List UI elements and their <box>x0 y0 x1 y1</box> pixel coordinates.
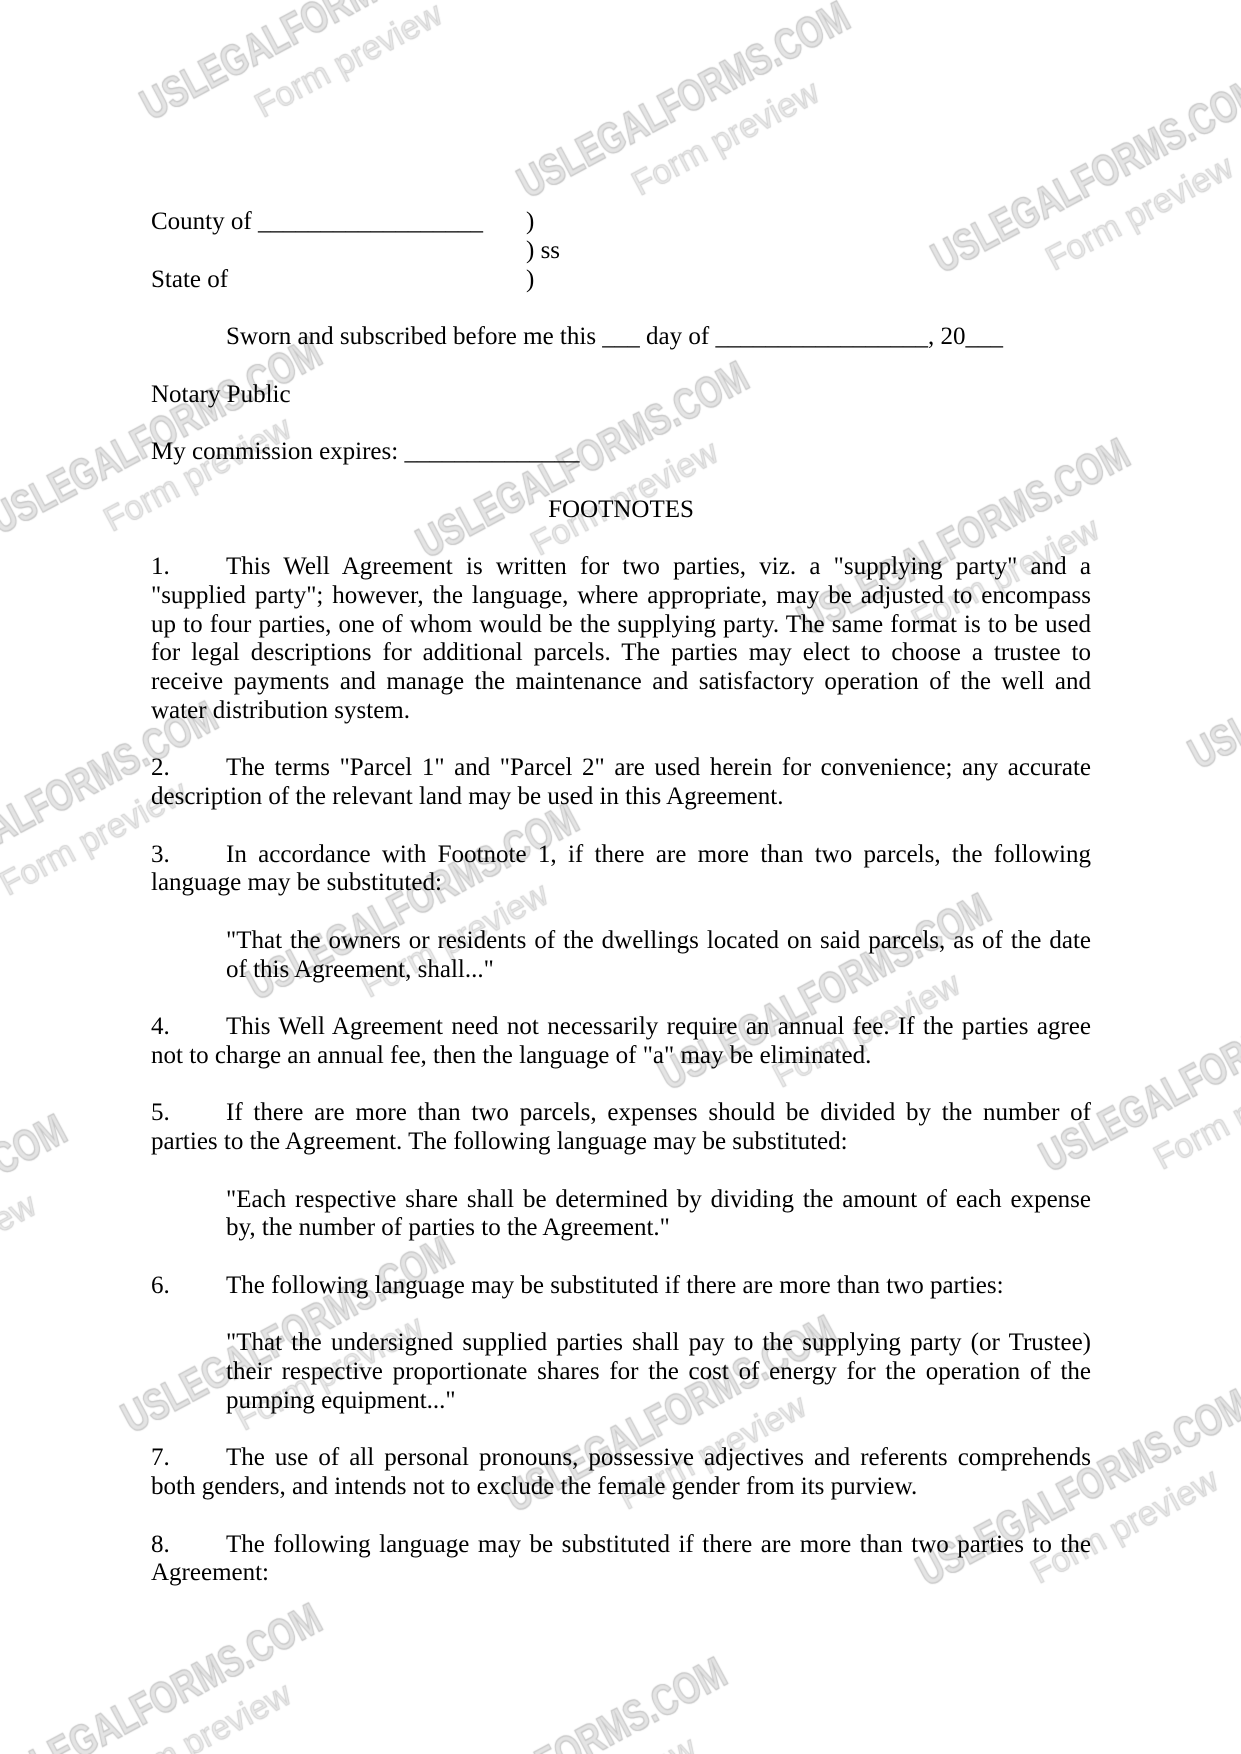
footnote-number: 3. <box>151 840 170 868</box>
footnote-text: The use of all personal pronouns, possessive adjectives and referents comprehends both genders, and intends not to exclude the female gender from its purview. <box>151 1444 1091 1500</box>
footnote-7 <box>151 1444 1091 1502</box>
state-line <box>151 266 1091 295</box>
ss-label: ) ss <box>526 236 561 264</box>
footnote-text: If there are more than two parcels, expenses should be divided by the number of parties to the Agreement. The following language may be substituted: <box>151 1099 1091 1155</box>
county-label: County of <box>151 208 252 235</box>
footnote-number: 6. <box>151 1271 170 1299</box>
footnote-4 <box>151 1013 1091 1071</box>
footnote-number: 8. <box>151 1530 170 1558</box>
footnote-text: The terms "Parcel 1" and "Parcel 2" are used herein for convenience; any accurate description of the relevant land may be used in this Agreement. <box>151 754 1091 810</box>
footnote-number: 5. <box>151 1099 170 1127</box>
state-label: State of <box>151 265 229 293</box>
footnote-2 <box>151 754 1091 812</box>
commission-blank: ______________ <box>404 438 580 465</box>
footnote-text: This Well Agreement need not necessarily require an annual fee. If the parties agree not to charge an annual fee, then the language of "a" may be eliminated. <box>151 1013 1091 1069</box>
document-body <box>151 208 1091 1588</box>
footnote-number: 2. <box>151 754 170 782</box>
footnote-3 <box>151 841 1091 899</box>
footnote-text: The following language may be substituted if there are more than two parties: <box>226 1271 1004 1299</box>
jurat-line: Sworn and subscribed before me this ___ day of _________________, 20___ <box>226 323 1003 350</box>
footnote-text: In accordance with Footnote 1, if there are more than two parcels, the following language may be substituted: <box>151 840 1091 897</box>
footnote-text: The following language may be substituted if there are more than two parties to the Agreement: <box>151 1530 1091 1587</box>
footnote-quote: "That the undersigned supplied parties shall pay to the supplying party (or Trustee) their respective proportionate shares for the cost of energy for the operation of the pumping equipment..." <box>226 1329 1091 1414</box>
footnote-5 <box>151 1099 1091 1157</box>
commission-line <box>151 438 1091 467</box>
venue-paren: ) <box>526 208 535 235</box>
footnote-1 <box>151 553 1091 726</box>
county-blank: __________________ <box>257 208 483 235</box>
footnote-6 <box>151 1272 1091 1301</box>
footnote-number: 1. <box>151 553 170 580</box>
county-line <box>151 208 1091 237</box>
footnote-number: 4. <box>151 1013 170 1040</box>
ss-line <box>151 237 1091 266</box>
footnote-quote: "That the owners or residents of the dwellings located on said parcels, as of the date of this Agreement, shall..." <box>226 926 1091 983</box>
footnote-8 <box>151 1531 1091 1589</box>
footnote-number: 7. <box>151 1444 170 1472</box>
footnotes-heading: FOOTNOTES <box>548 495 694 523</box>
footnote-text: This Well Agreement is written for two parties, viz. a "supplying party" and a "supplied party"; however, the language, where appropriate, may be adjusted to encompass up to four parties, one of whom would be the supplying party. The same format is to be used for legal descriptions for additional parcels. The parties may elect to choose a trustee to receive payments and manage the maintenance and satisfactory operation of the well and water distribution system. <box>151 553 1091 724</box>
notary-label: Notary Public <box>151 380 291 408</box>
venue-paren: ) <box>526 265 535 293</box>
commission-label: My commission expires: <box>151 438 399 465</box>
footnote-quote: "Each respective share shall be determined by dividing the amount of each expense by, the number of parties to the Agreement." <box>226 1185 1091 1242</box>
